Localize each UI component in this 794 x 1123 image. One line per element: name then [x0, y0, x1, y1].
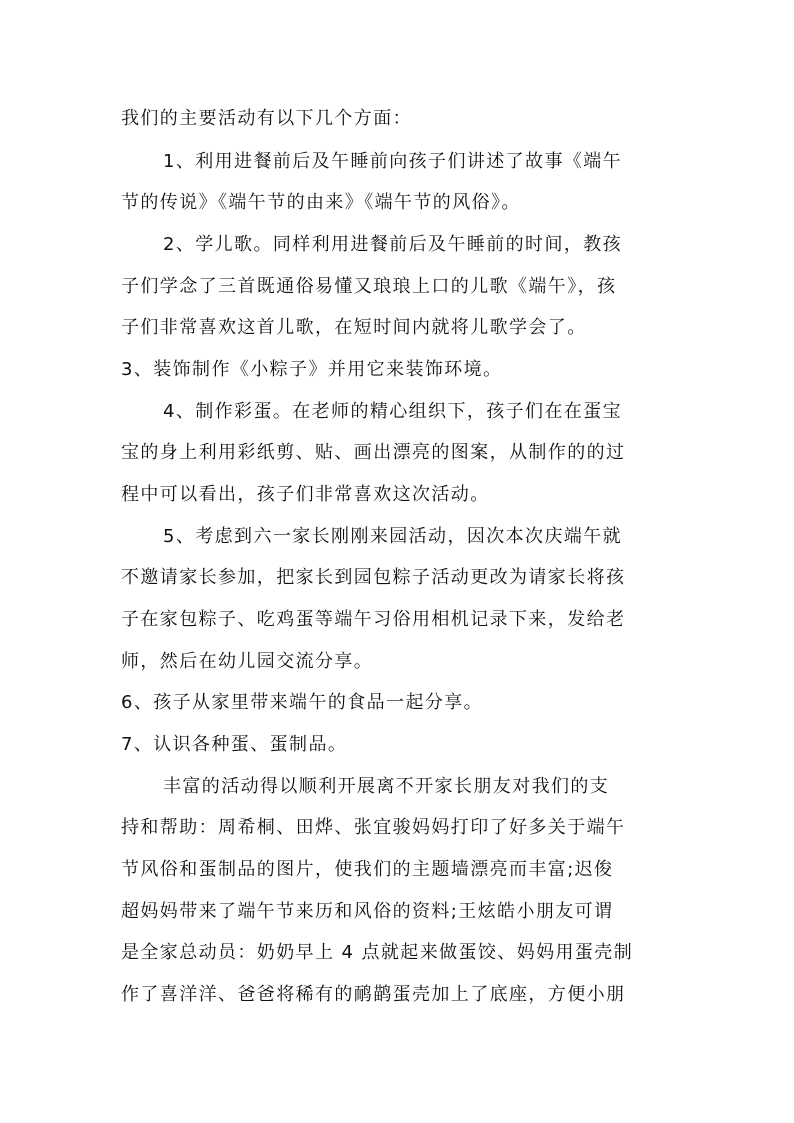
- text-line: 2、学儿歌。同样利用进餐前后及午睡前的时间，教孩: [163, 234, 623, 255]
- text-line: 3、装饰制作《小粽子》并用它来装饰环境。: [121, 359, 503, 380]
- text-line: 节风俗和蛋制品的图片，使我们的主题墙漂亮而丰富;迟俊: [121, 859, 614, 880]
- text-line: 程中可以看出，孩子们非常喜欢这次活动。: [121, 484, 490, 505]
- text-line: 节的传说》《端午节的由来》《端午节的风俗》。: [121, 192, 521, 213]
- text-line: 不邀请家长参加，把家长到园包粽子活动更改为请家长将孩: [121, 567, 626, 588]
- text-line: 4、制作彩蛋。在老师的精心组织下，孩子们在在蛋宝: [163, 401, 623, 422]
- text-line: 我们的主要活动有以下几个方面：: [121, 108, 412, 129]
- text-line: 7、认识各种蛋、蛋制品。: [121, 734, 348, 755]
- text-line: 持和帮助：周希桐、田烨、张宜骏妈妈打印了好多关于端午: [121, 817, 626, 838]
- text-line: 宝的身上利用彩纸剪、贴、画出漂亮的图案，从制作的的过: [121, 442, 626, 463]
- text-line: 1、利用进餐前后及午睡前向孩子们讲述了故事《端午: [163, 151, 623, 172]
- text-line: 子在家包粽子、吃鸡蛋等端午习俗用相机记录下来，发给老: [121, 609, 626, 630]
- text-line: 6、孩子从家里带来端午的食品一起分享。: [121, 692, 484, 713]
- text-line: 丰富的活动得以顺利开展离不开家长朋友对我们的支: [163, 776, 610, 797]
- text-line: 5、考虑到六一家长刚刚来园活动，因次本次庆端午就: [163, 526, 623, 547]
- text-line: 作了喜洋洋、爸爸将稀有的鸸鹋蛋壳加上了底座，方便小朋: [121, 984, 626, 1005]
- text-line: 超妈妈带来了端午节来历和风俗的资料;王炫皓小朋友可谓: [121, 901, 614, 922]
- text-line: 是全家总动员：奶奶早上 4 点就起来做蛋饺、妈妈用蛋壳制: [121, 942, 634, 963]
- text-line: 子们学念了三首既通俗易懂又琅琅上口的儿歌《端午》，孩: [121, 276, 617, 297]
- text-line: 子们非常喜欢这首儿歌，在短时间内就将儿歌学会了。: [121, 317, 587, 338]
- text-line: 师，然后在幼儿园交流分享。: [121, 651, 374, 672]
